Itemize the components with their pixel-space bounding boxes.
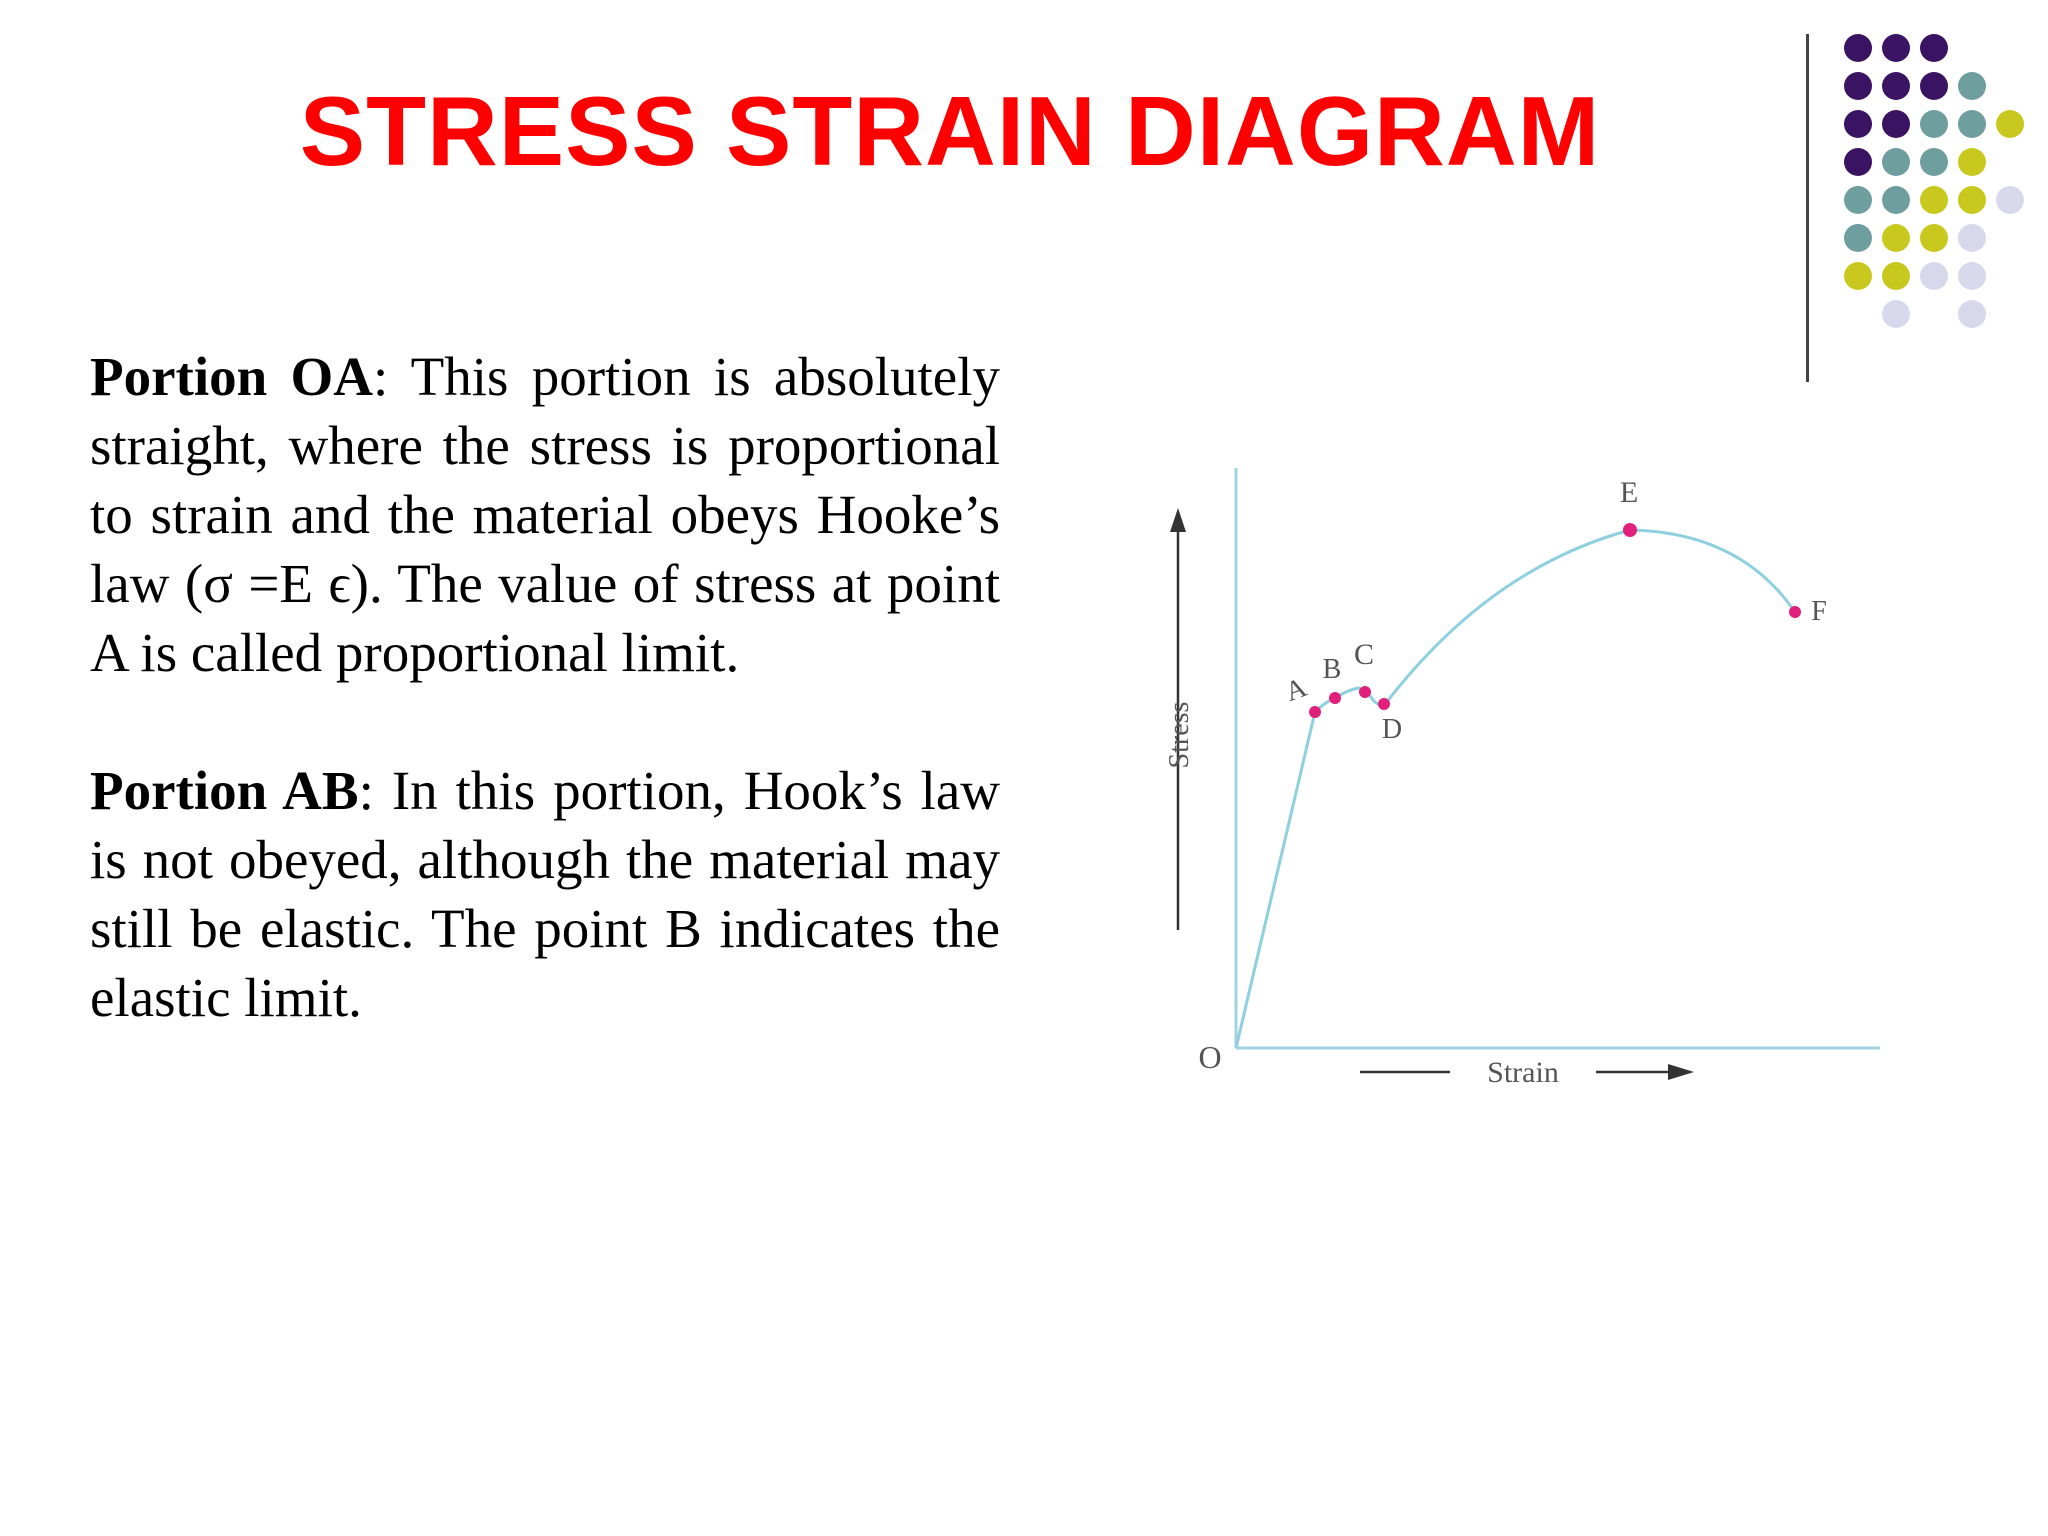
origin-label: O <box>1198 1039 1222 1075</box>
y-axis-label: Stress <box>1164 701 1195 769</box>
stress-strain-diagram <box>1160 440 1920 1120</box>
decorative-dot <box>1996 186 2024 214</box>
decorative-dot <box>1958 110 1986 138</box>
stress-arrowhead-icon <box>1170 508 1186 532</box>
decorative-dot <box>1882 300 1910 328</box>
point-f-label: F <box>1811 596 1827 627</box>
paragraph-heading: Portion OA <box>90 346 374 407</box>
point-d-marker <box>1378 698 1390 710</box>
decorative-dot <box>1920 186 1948 214</box>
decorative-dot <box>1958 262 1986 290</box>
decorative-dot <box>1882 148 1910 176</box>
decorative-dot <box>1958 224 1986 252</box>
point-c-marker <box>1359 686 1371 698</box>
decorative-dot <box>1844 148 1872 176</box>
decorative-dot <box>1958 300 1986 328</box>
stress-strain-svg <box>1160 440 1920 1120</box>
decorative-dot <box>1920 72 1948 100</box>
point-a-label: A <box>1281 671 1311 709</box>
body-text <box>90 342 1000 1032</box>
point-c-label: C <box>1353 638 1375 671</box>
stress-strain-curve <box>1236 530 1795 1048</box>
point-f-marker <box>1789 606 1801 618</box>
decorative-dot <box>1844 34 1872 62</box>
decorative-dot <box>1958 148 1986 176</box>
decorative-dot <box>1958 72 1986 100</box>
decorative-dot <box>1882 186 1910 214</box>
decorative-dot <box>1882 72 1910 100</box>
point-e-label: E <box>1619 476 1639 509</box>
paragraph-heading: Portion AB <box>90 760 359 821</box>
decorative-dot <box>1920 262 1948 290</box>
decorative-dot <box>1958 186 1986 214</box>
decorative-dot <box>1844 262 1872 290</box>
point-b-marker <box>1329 692 1341 704</box>
decorative-dot <box>1920 34 1948 62</box>
point-b-label: B <box>1322 654 1342 685</box>
point-d-label: D <box>1381 714 1403 745</box>
decorative-dot <box>1882 224 1910 252</box>
decorative-dot <box>1882 34 1910 62</box>
point-a-marker <box>1309 706 1321 718</box>
title-divider-line <box>1806 34 1809 382</box>
point-e-marker <box>1623 523 1637 537</box>
decorative-dot <box>1920 224 1948 252</box>
strain-arrowhead-icon <box>1668 1064 1694 1080</box>
slide-title: STRESS STRAIN DIAGRAM <box>299 76 1601 186</box>
decorative-dot <box>1882 262 1910 290</box>
decorative-dot <box>1844 186 1872 214</box>
decorative-dot <box>1882 110 1910 138</box>
decorative-dot <box>1844 224 1872 252</box>
decorative-dot <box>1920 110 1948 138</box>
paragraph-body: : This portion is absolutely straight, where the stress is proportional to strain and the material obeys Hooke’s law (σ =E ϵ). The value of stress at point A is called proportional limit. <box>90 346 1000 683</box>
paragraph-portion-ab <box>90 756 1000 1032</box>
decorative-dot <box>1844 110 1872 138</box>
paragraph-portion-oa <box>90 342 1000 687</box>
decorative-dot <box>1844 72 1872 100</box>
paragraph-body: : In this portion, Hook’s law is not obeyed, although the material may still be elastic. The point B indicates the elastic limit. <box>90 760 1001 1028</box>
x-axis-label: Strain <box>1487 1056 1559 1089</box>
decorative-dot <box>1996 110 2024 138</box>
decorative-dot <box>1920 148 1948 176</box>
